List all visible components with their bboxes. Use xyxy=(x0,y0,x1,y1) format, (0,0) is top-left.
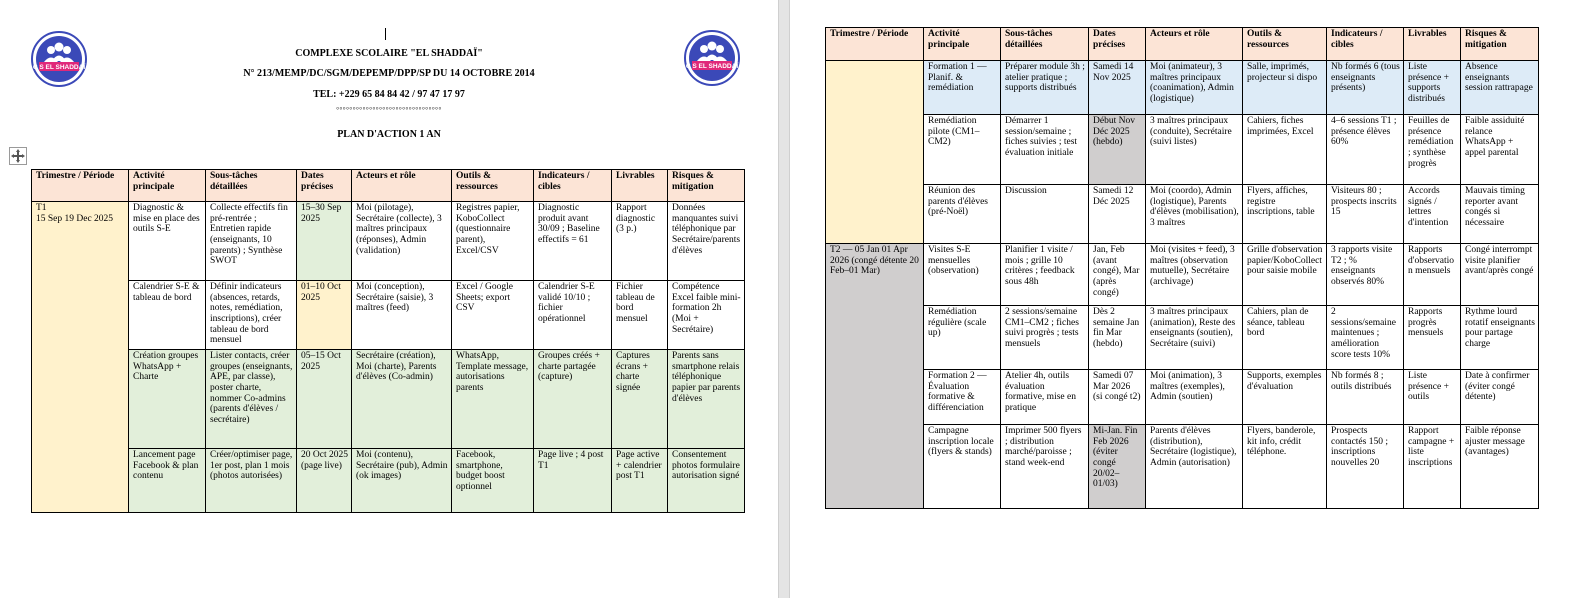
table-cell[interactable]: Cahiers, plan de séance, tableau bord xyxy=(1243,306,1327,370)
table-cell[interactable]: Facebook, smartphone, budget boost optionnel xyxy=(452,449,534,513)
column-header: Sous-tâches détaillées xyxy=(206,170,297,202)
table-cell[interactable]: Campagne inscription locale (flyers & stands) xyxy=(924,425,1001,509)
svg-text:C S EL SHADDAÏ: C S EL SHADDAÏ xyxy=(32,64,86,71)
column-header: Acteurs et rôle xyxy=(352,170,452,202)
table-cell[interactable]: Calendrier S-E validé 10/10 ; fichier opérationnel xyxy=(534,281,612,350)
table-cell[interactable]: Données manquantes suivi téléphonique par Secrétaire/parents d'élèves xyxy=(668,202,745,281)
table-cell[interactable]: Moi (animateur), 3 maîtres principaux (coanimation), Admin (logistique) xyxy=(1146,61,1243,115)
column-header: Indicateurs / cibles xyxy=(534,170,612,202)
action-plan-table-page-2 xyxy=(825,27,1539,509)
table-cell[interactable]: Feuilles de présence remédiation ; synthèse progrès xyxy=(1404,115,1461,185)
table-cell[interactable]: Remédiation pilote (CM1–CM2) xyxy=(924,115,1001,185)
column-header: Outils & ressources xyxy=(1243,28,1327,61)
column-header: Indicateurs / cibles xyxy=(1327,28,1404,61)
table-cell[interactable]: Samedi 14 Nov 2025 xyxy=(1089,61,1146,115)
school-logo-icon xyxy=(684,30,740,86)
school-name: COMPLEXE SCOLAIRE "EL SHADDAÏ" xyxy=(295,48,483,59)
table-cell[interactable]: Visites S-E mensuelles (observation) xyxy=(924,244,1001,306)
table-cell[interactable]: Rapports d'observation mensuels xyxy=(1404,244,1461,306)
column-header: Outils & ressources xyxy=(452,170,534,202)
table-cell[interactable]: Parents d'élèves (distribution), Secrétaire (logistique), Admin (autorisation) xyxy=(1146,425,1243,509)
column-header: Trimestre / Période xyxy=(32,170,129,202)
table-cell[interactable]: Formation 2 — Évaluation formative & différenciation xyxy=(924,370,1001,425)
table-header-row xyxy=(32,170,745,202)
table-cell[interactable]: Flyers, banderole, kit info, crédit téléphone. xyxy=(1243,425,1327,509)
column-header: Livrables xyxy=(612,170,668,202)
table-row xyxy=(826,61,1539,115)
table-cell[interactable]: Prospects contactés 150 ; inscriptions nouvelles 20 xyxy=(1327,425,1404,509)
table-cell[interactable]: Visiteurs 80 ; prospects inscrits 15 xyxy=(1327,185,1404,244)
column-header: Sous-tâches détaillées xyxy=(1001,28,1089,61)
separator-line: °°°°°°°°°°°°°°°°°°°°°°°°°°°°°°°° xyxy=(336,106,442,114)
svg-text:C S EL SHADDAÏ: C S EL SHADDAÏ xyxy=(685,63,739,70)
table-cell[interactable]: Lister contacts, créer groupes (enseignants, APE, par classe), poster charte, nommer Co-admins (parents d'élèves / secrétaire) xyxy=(206,350,297,449)
table-cell[interactable]: Grille d'observation papier/KoboCollect pour saisie mobile xyxy=(1243,244,1327,306)
table-cell[interactable]: 05–15 Oct 2025 xyxy=(297,350,352,449)
column-header: Risques & mitigation xyxy=(668,170,745,202)
table-cell[interactable]: Liste présence + outils xyxy=(1404,370,1461,425)
table-cell[interactable]: 4–6 sessions T1 ; présence élèves 60% xyxy=(1327,115,1404,185)
table-cell[interactable]: Définir indicateurs (absences, retards, notes, remédiation, inscriptions), créer tableau de bord mensuel xyxy=(206,281,297,350)
table-cell[interactable]: Démarrer 1 session/semaine ; fiches suivies ; test évaluation initiale xyxy=(1001,115,1089,185)
table-cell[interactable]: Faible assiduité relance WhatsApp + appel parental xyxy=(1461,115,1539,185)
column-header: Activité principale xyxy=(924,28,1001,61)
table-cell[interactable]: Planifier 1 visite / mois ; grille 10 critères ; feedback sous 48h xyxy=(1001,244,1089,306)
table-cell[interactable]: Liste présence + supports distribués xyxy=(1404,61,1461,115)
table-cell[interactable]: Excel / Google Sheets; export CSV xyxy=(452,281,534,350)
table-cell[interactable]: Calendrier S-E & tableau de bord xyxy=(129,281,206,350)
table-cell[interactable]: Accords signés / lettres d'intention xyxy=(1404,185,1461,244)
table-cell[interactable]: Remédiation régulière (scale up) xyxy=(924,306,1001,370)
table-cell[interactable]: Mauvais timing reporter avant congés si nécessaire xyxy=(1461,185,1539,244)
table-cell[interactable]: Réunion des parents d'élèves (pré-Noël) xyxy=(924,185,1001,244)
table-cell[interactable]: Rapport diagnostic (3 p.) xyxy=(612,202,668,281)
table-cell[interactable]: 2 sessions/semaine CM1–CM2 ; fiches suivi progrès ; tests mensuels xyxy=(1001,306,1089,370)
table-cell[interactable]: Créer/optimiser page, 1er post, plan 1 mois (photos autorisées) xyxy=(206,449,297,513)
table-cell[interactable]: Moi (visites + feed), 3 maîtres (observation mutuelle), Secrétaire (archivage) xyxy=(1146,244,1243,306)
table-cell[interactable]: Parents sans smartphone relais téléphonique papier par parents d'élèves xyxy=(668,350,745,449)
table-cell[interactable]: Flyers, affiches, registre inscriptions, table xyxy=(1243,185,1327,244)
column-header: Dates précises xyxy=(1089,28,1146,61)
school-logo-icon xyxy=(31,31,87,87)
table-cell[interactable]: Discussion xyxy=(1001,185,1089,244)
table-cell[interactable]: Date à confirmer (éviter congé détente) xyxy=(1461,370,1539,425)
table-cell[interactable]: Formation 1 — Planif. & remédiation xyxy=(924,61,1001,115)
table-cell[interactable]: 2 sessions/semaine maintenues ; amélioration score tests 10% xyxy=(1327,306,1404,370)
table-cell[interactable]: Début Nov Déc 2025 (hebdo) xyxy=(1089,115,1146,185)
table-cell[interactable]: Nb formés 6 (tous enseignants présents) xyxy=(1327,61,1404,115)
table-cell[interactable]: WhatsApp, Template message, autorisations parents xyxy=(452,350,534,449)
table-row xyxy=(32,281,745,350)
table-row xyxy=(826,306,1539,370)
table-cell[interactable]: Moi (conception), Secrétaire (saisie), 3 maîtres (feed) xyxy=(352,281,452,350)
column-header: Acteurs et rôle xyxy=(1146,28,1243,61)
table-cell[interactable]: Fichier tableau de bord mensuel xyxy=(612,281,668,350)
table-row xyxy=(826,244,1539,306)
table-move-handle-icon[interactable] xyxy=(9,147,27,165)
period-cell[interactable]: T1 15 Sep 19 Dec 2025 xyxy=(32,202,129,513)
table-cell[interactable]: Atelier 4h, outils évaluation formative, mise en pratique xyxy=(1001,370,1089,425)
telephone-line: TEL: +229 65 84 84 42 / 97 47 17 97 xyxy=(313,89,465,100)
plan-title: PLAN D'ACTION 1 AN xyxy=(337,129,441,140)
table-cell[interactable]: 3 maîtres principaux (conduite), Secrétaire (suivi listes) xyxy=(1146,115,1243,185)
table-cell[interactable]: Registres papier, KoboCollect (questionnaire parent), Excel/CSV xyxy=(452,202,534,281)
table-cell[interactable]: Collecte effectifs fin pré-rentrée ; Entretien rapide (enseignants, 10 parents) ; Synthèse SWOT xyxy=(206,202,297,281)
table-cell[interactable]: Absence enseignants session rattrapage xyxy=(1461,61,1539,115)
document-page-1 xyxy=(0,0,778,598)
table-cell[interactable]: Diagnostic produit avant 30/09 ; Baseline effectifs = 61 xyxy=(534,202,612,281)
table-cell[interactable]: Salle, imprimés, projecteur si dispo xyxy=(1243,61,1327,115)
column-header: Trimestre / Période xyxy=(826,28,924,61)
table-cell[interactable]: Préparer module 3h ; atelier pratique ; supports distribués xyxy=(1001,61,1089,115)
table-header-row xyxy=(826,28,1539,61)
table-cell[interactable]: Cahiers, fiches imprimées, Excel xyxy=(1243,115,1327,185)
table-row xyxy=(826,370,1539,425)
table-cell[interactable]: Rapports progrès mensuels xyxy=(1404,306,1461,370)
table-row xyxy=(32,350,745,449)
table-cell[interactable]: Supports, exemples d'évaluation xyxy=(1243,370,1327,425)
table-row xyxy=(826,185,1539,244)
table-cell[interactable]: Moi (contenu), Secrétaire (pub), Admin (ok images) xyxy=(352,449,452,513)
table-cell[interactable]: Page live ; 4 post T1 xyxy=(534,449,612,513)
column-header: Dates précises xyxy=(297,170,352,202)
table-cell[interactable]: Rapport campagne + liste inscriptions xyxy=(1404,425,1461,509)
table-cell[interactable]: Samedi 07 Mar 2026 (si congé t2) xyxy=(1089,370,1146,425)
table-cell[interactable]: Moi (coordo), Admin (logistique), Parents d'élèves (mobilisation), 3 maîtres xyxy=(1146,185,1243,244)
table-cell[interactable]: Faible réponse ajuster message (avantages) xyxy=(1461,425,1539,509)
table-cell[interactable]: Groupes créés + charte partagée (capture) xyxy=(534,350,612,449)
table-cell[interactable]: 01–10 Oct 2025 xyxy=(297,281,352,350)
table-cell[interactable]: Secrétaire (création), Moi (charte), Parents d'élèves (Co-admin) xyxy=(352,350,452,449)
table-cell[interactable]: Imprimer 500 flyers ; distribution marché/paroisse ; stand week-end xyxy=(1001,425,1089,509)
table-cell[interactable]: 3 maîtres principaux (animation), Reste des enseignants (soutien), Secrétaire (suivi) xyxy=(1146,306,1243,370)
table-row xyxy=(826,425,1539,509)
action-plan-table-page-1 xyxy=(31,169,745,513)
table-cell[interactable]: Diagnostic & mise en place des outils S-E xyxy=(129,202,206,281)
table-cell[interactable]: 20 Oct 2025 (page live) xyxy=(297,449,352,513)
table-cell[interactable]: Jan, Feb (avant congé), Mar (après congé) xyxy=(1089,244,1146,306)
table-row xyxy=(826,115,1539,185)
table-cell[interactable]: Samedi 12 Déc 2025 xyxy=(1089,185,1146,244)
table-cell[interactable]: Congé interrompt visite planifier avant/après congé xyxy=(1461,244,1539,306)
table-cell[interactable]: Captures écrans + charte signée xyxy=(612,350,668,449)
table-row xyxy=(32,449,745,513)
decree-line: N° 213/MEMP/DC/SGM/DEPEMP/DPP/SP DU 14 OCTOBRE 2014 xyxy=(243,68,535,79)
table-cell[interactable]: Compétence Excel faible mini-formation 2h (Moi + Secrétaire) xyxy=(668,281,745,350)
text-cursor xyxy=(385,28,386,40)
table-cell[interactable]: 15–30 Sep 2025 xyxy=(297,202,352,281)
page-gutter xyxy=(778,0,790,598)
table-row xyxy=(32,202,745,281)
table-cell[interactable]: Rythme lourd rotatif enseignants pour partage charge xyxy=(1461,306,1539,370)
table-cell[interactable]: Création groupes WhatsApp + Charte xyxy=(129,350,206,449)
table-cell[interactable]: 3 rapports visite T2 ; % enseignants observés 80% xyxy=(1327,244,1404,306)
column-header: Livrables xyxy=(1404,28,1461,61)
column-header: Activité principale xyxy=(129,170,206,202)
table-cell[interactable]: Dès 2 semaine Jan fin Mar (hebdo) xyxy=(1089,306,1146,370)
table-cell[interactable]: Page active + calendrier post T1 xyxy=(612,449,668,513)
table-cell[interactable]: Lancement page Facebook & plan contenu xyxy=(129,449,206,513)
table-cell[interactable]: Mi-Jan. Fin Feb 2026 (éviter congé 20/02–01/03) xyxy=(1089,425,1146,509)
column-header: Risques & mitigation xyxy=(1461,28,1539,61)
table-cell[interactable]: Moi (pilotage), Secrétaire (collecte), 3 maîtres principaux (réponses), Admin (validation) xyxy=(352,202,452,281)
period-cell-continued[interactable] xyxy=(826,61,924,244)
table-cell[interactable]: Moi (animation), 3 maîtres (exemples), Admin (soutien) xyxy=(1146,370,1243,425)
period-cell[interactable]: T2 — 05 Jan 01 Apr 2026 (congé détente 20 Feb–01 Mar) xyxy=(826,244,924,509)
table-cell[interactable]: Consentement photos formulaire autorisation signé xyxy=(668,449,745,513)
table-cell[interactable]: Nb formés 8 ; outils distribués xyxy=(1327,370,1404,425)
